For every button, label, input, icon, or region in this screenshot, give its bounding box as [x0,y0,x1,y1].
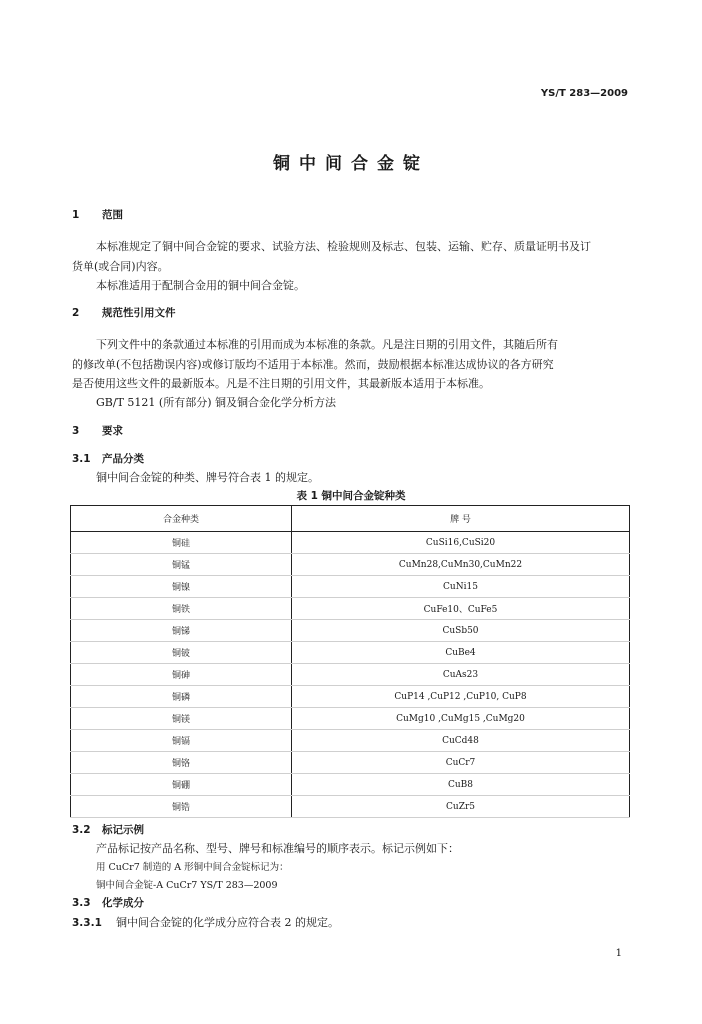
alloy-type-cell: 铜硼 [71,774,292,796]
section-number: 3.3 [72,897,91,909]
table-header-row [71,506,630,532]
section-number: 3 [72,425,80,437]
header-grade: 牌 号 [292,506,630,532]
grade-cell: CuMn28,CuMn30,CuMn22 [292,554,630,576]
alloy-type-cell: 铜锰 [71,554,292,576]
grade-cell: CuZr5 [292,796,630,818]
clause-text: 铜中间合金锭的化学成分应符合表 2 的规定。 [116,916,339,929]
section-title: 产品分类 [102,453,144,465]
table-row [71,532,630,554]
section-number: 1 [72,209,80,221]
section-3-2-heading [72,822,144,837]
normative-reference: GB/T 5121 (所有部分) 铜及铜合金化学分析方法 [96,396,336,409]
paragraph: 本标准规定了铜中间合金锭的要求、试验方法、检验规则及标志、包装、运输、贮存、质量证明书及订 [96,240,591,253]
paragraph: 铜中间合金锭的种类、牌号符合表 1 的规定。 [96,471,319,484]
table-row [71,686,630,708]
grade-cell: CuSi16,CuSi20 [292,532,630,554]
page-number: 1 [615,948,622,959]
table-row [71,796,630,818]
section-3-3-heading [72,895,144,910]
paragraph: 本标准适用于配制合金用的铜中间合金锭。 [96,279,305,292]
table-1 [70,505,630,818]
alloy-type-cell: 铜锑 [71,620,292,642]
table-row [71,708,630,730]
clause-3-3-1 [72,914,339,930]
alloy-type-cell: 铜锆 [71,796,292,818]
alloy-type-cell: 铜镍 [71,576,292,598]
grade-cell: CuSb50 [292,620,630,642]
alloy-type-cell: 铜镉 [71,730,292,752]
table-row [71,664,630,686]
paragraph: 下列文件中的条款通过本标准的引用而成为本标准的条款。凡是注日期的引用文件，其随后所有 [96,338,558,351]
paragraph: 是否使用这些文件的最新版本。凡是不注日期的引用文件，其最新版本适用于本标准。 [72,377,490,390]
grade-cell: CuFe10、CuFe5 [292,598,630,620]
marking-example: 铜中间合金锭-A CuCr7 YS/T 283—2009 [96,880,278,891]
alloy-type-cell: 铜砷 [71,664,292,686]
grade-cell: CuCd48 [292,730,630,752]
grade-cell: CuB8 [292,774,630,796]
table-row [71,554,630,576]
section-number: 3.1 [72,453,91,465]
section-3-heading [72,423,123,438]
table-row [71,598,630,620]
grade-cell: CuAs23 [292,664,630,686]
section-3-1-heading [72,451,144,466]
section-2-heading [72,305,176,320]
alloy-type-cell: 铜硅 [71,532,292,554]
section-1-heading [72,207,123,222]
paragraph: 货单(或合同)内容。 [72,260,169,273]
section-number: 3.2 [72,824,91,836]
section-title: 要求 [102,425,123,437]
grade-cell: CuMg10 ,CuMg15 ,CuMg20 [292,708,630,730]
table-1-caption: 表 1 铜中间合金锭种类 [296,490,406,502]
paragraph: 产品标记按产品名称、型号、牌号和标准编号的顺序表示。标记示例如下： [96,842,459,855]
table-row [71,642,630,664]
table-row [71,730,630,752]
alloy-type-cell: 铜铍 [71,642,292,664]
alloy-type-cell: 铜铬 [71,752,292,774]
grade-cell: CuP14 ,CuP12 ,CuP10, CuP8 [292,686,630,708]
header-alloy-type: 合金种类 [71,506,292,532]
section-title: 范围 [102,209,123,221]
document-title: 铜中间合金锭 [273,154,429,174]
table-row [71,576,630,598]
section-title: 化学成分 [102,897,144,909]
section-number: 2 [72,307,80,319]
table-row [71,774,630,796]
section-title: 标记示例 [102,824,144,836]
grade-cell: CuBe4 [292,642,630,664]
alloy-type-cell: 铜镁 [71,708,292,730]
alloy-type-cell: 铜铁 [71,598,292,620]
marking-example-intro: 用 CuCr7 制造的 A 形铜中间合金锭标记为： [96,862,289,873]
alloy-type-cell: 铜磷 [71,686,292,708]
grade-cell: CuNi15 [292,576,630,598]
table-row [71,620,630,642]
table-row [71,752,630,774]
section-title: 规范性引用文件 [102,307,176,319]
paragraph: 的修改单(不包括勘误内容)或修订版均不适用于本标准。然而，鼓励根据本标准达成协议的各方研究 [72,358,554,371]
standard-code: YS/T 283—2009 [540,88,628,99]
grade-cell: CuCr7 [292,752,630,774]
clause-number: 3.3.1 [72,917,102,929]
